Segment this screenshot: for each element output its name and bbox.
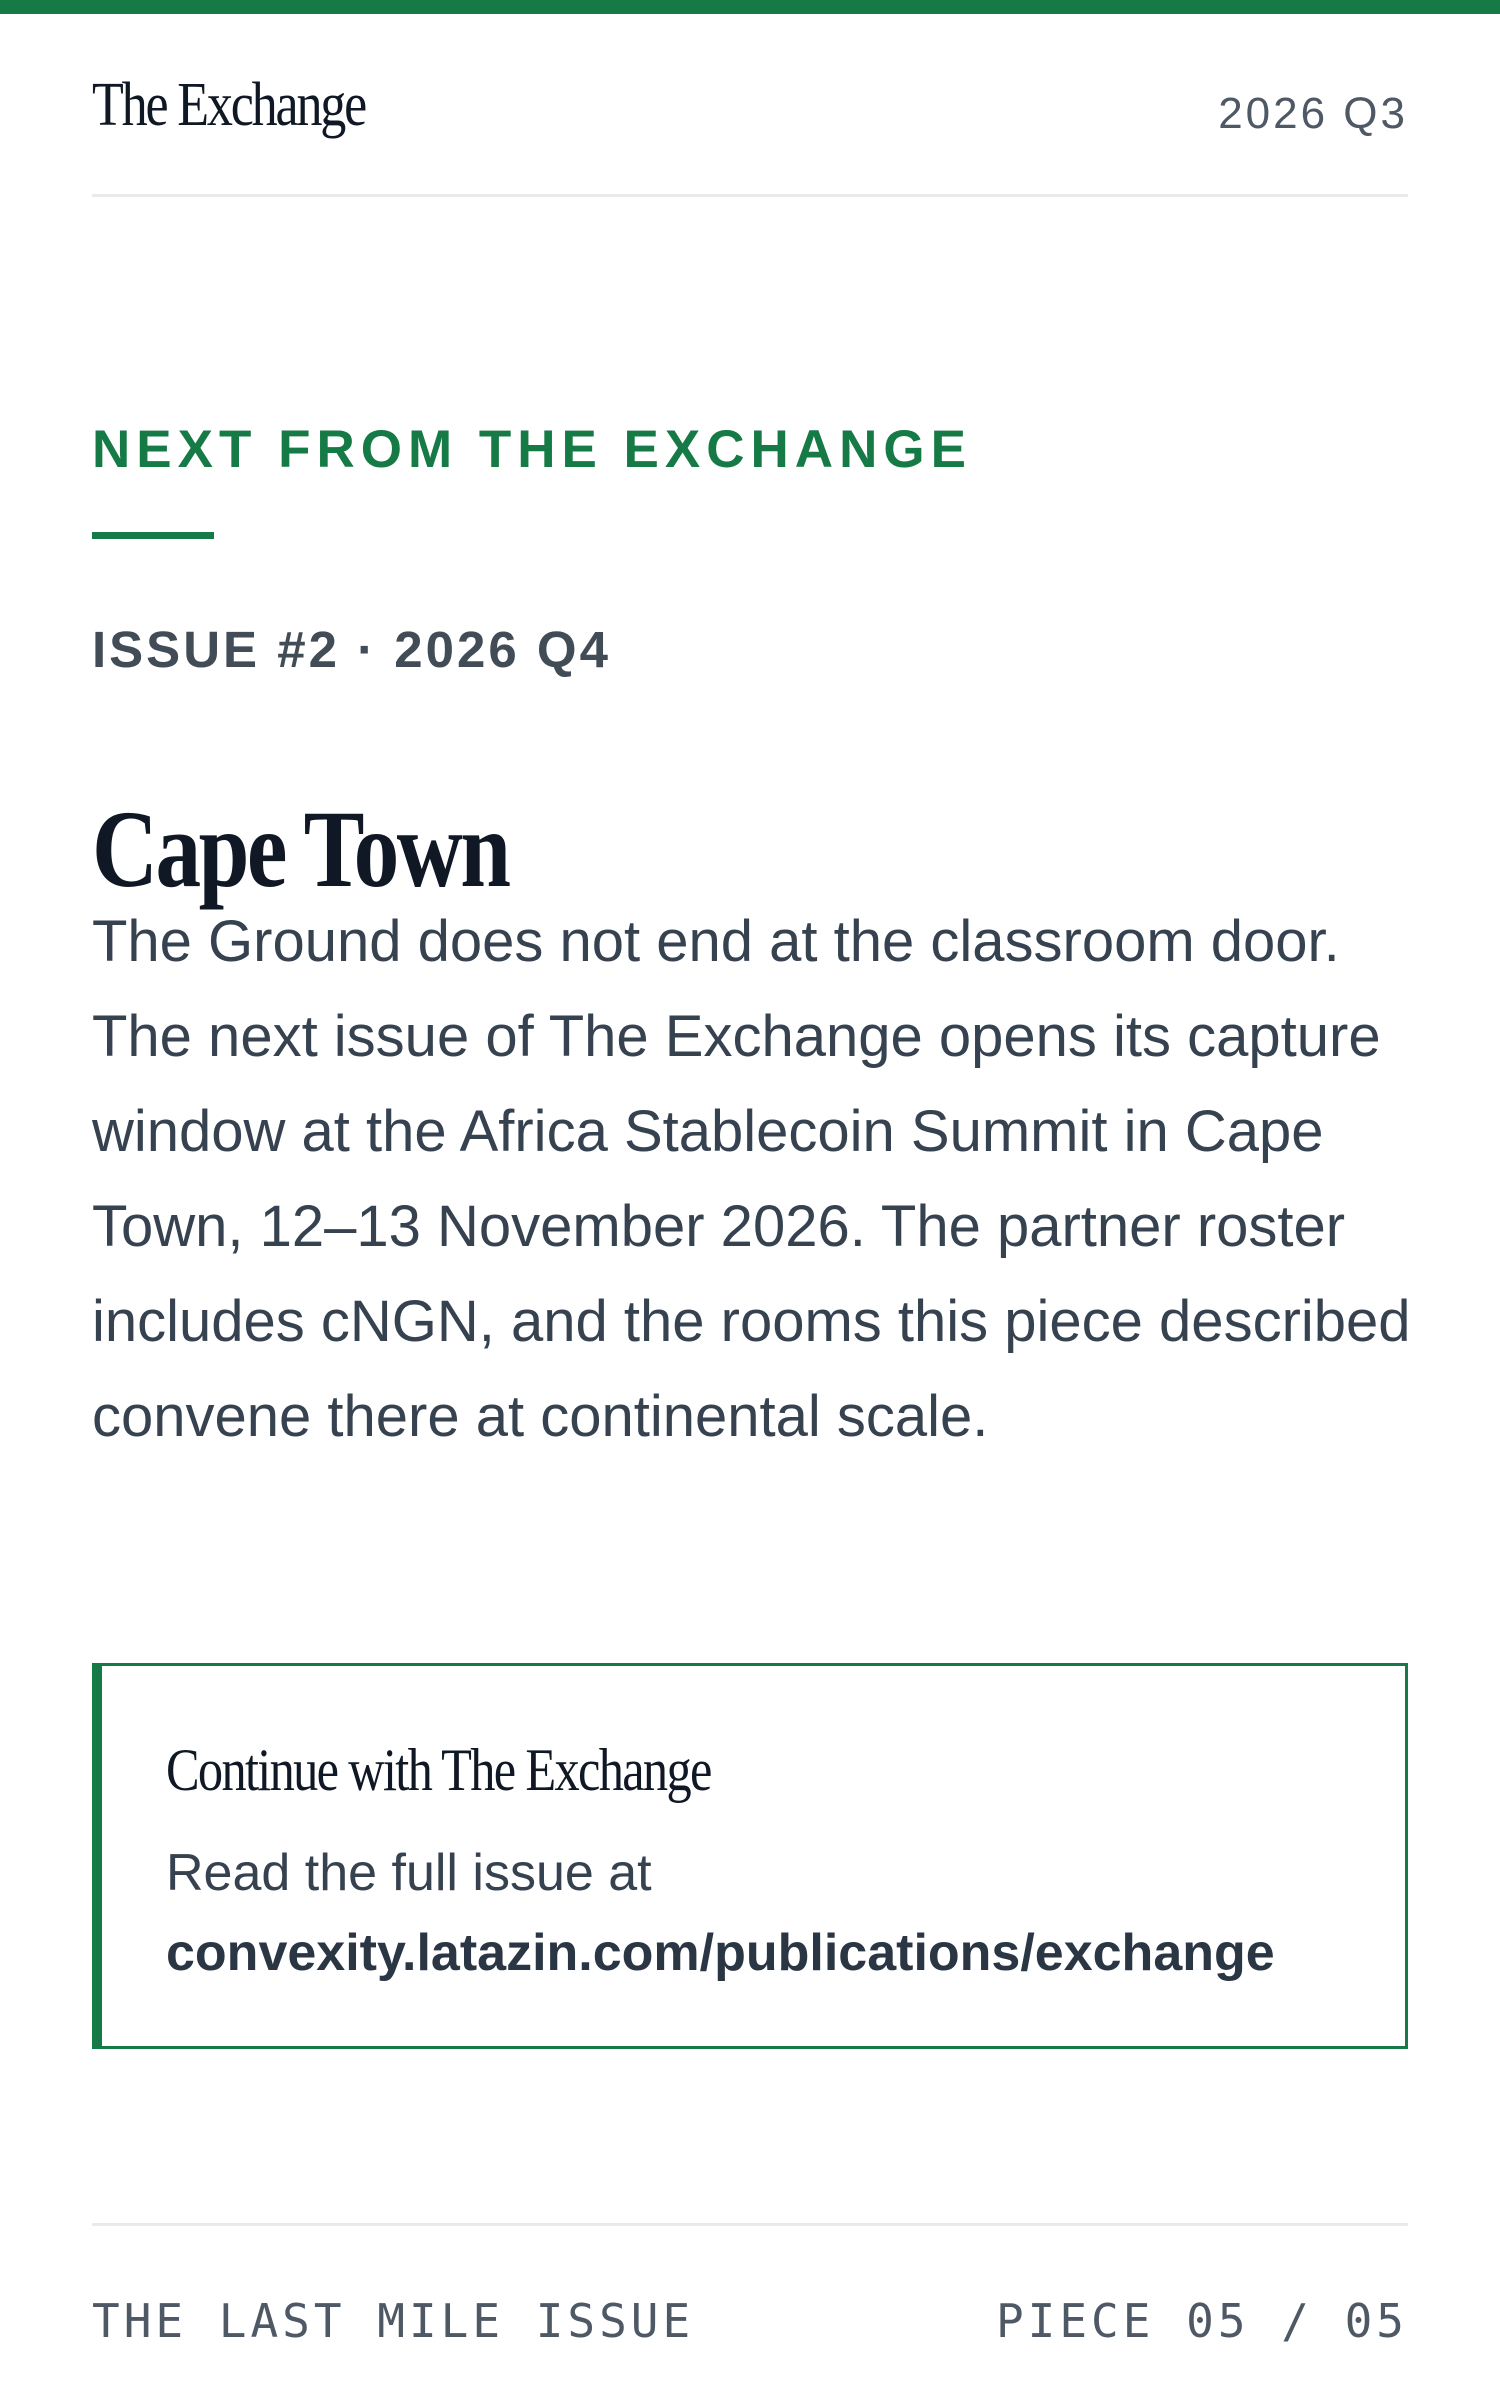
eyebrow-rule [92, 532, 214, 539]
callout-intro: Read the full issue at [166, 1844, 652, 1902]
continue-reading-callout [92, 1663, 1408, 2049]
section-eyebrow: NEXT FROM THE EXCHANGE [92, 420, 972, 479]
issue-summary: The Ground does not end at the classroom door. The next issue of The Exchange opens its capture window at the Africa Stablecoin Summit in Cape Town, 12–13 November 2026. The partner roster includes cNGN, and the rooms this piece described convene there at continental scale. [92, 909, 1411, 1449]
brand-logo[interactable]: The Exchange [92, 71, 366, 139]
issue-meta: ISSUE #2 · 2026 Q4 [92, 621, 611, 678]
top-accent-bar [0, 0, 1500, 14]
callout-title: Continue with The Exchange [166, 1737, 711, 1803]
publication-link[interactable]: convexity.latazin.com/publications/exchange [166, 1924, 1275, 1982]
page-footer [92, 2223, 1408, 2346]
issue-name: THE LAST MILE ISSUE [92, 2294, 695, 2348]
piece-counter: PIECE 05 / 05 [995, 2294, 1408, 2348]
issue-period: 2026 Q3 [1218, 89, 1408, 138]
masthead [92, 54, 1408, 197]
issue-title: Cape Town [92, 787, 509, 910]
